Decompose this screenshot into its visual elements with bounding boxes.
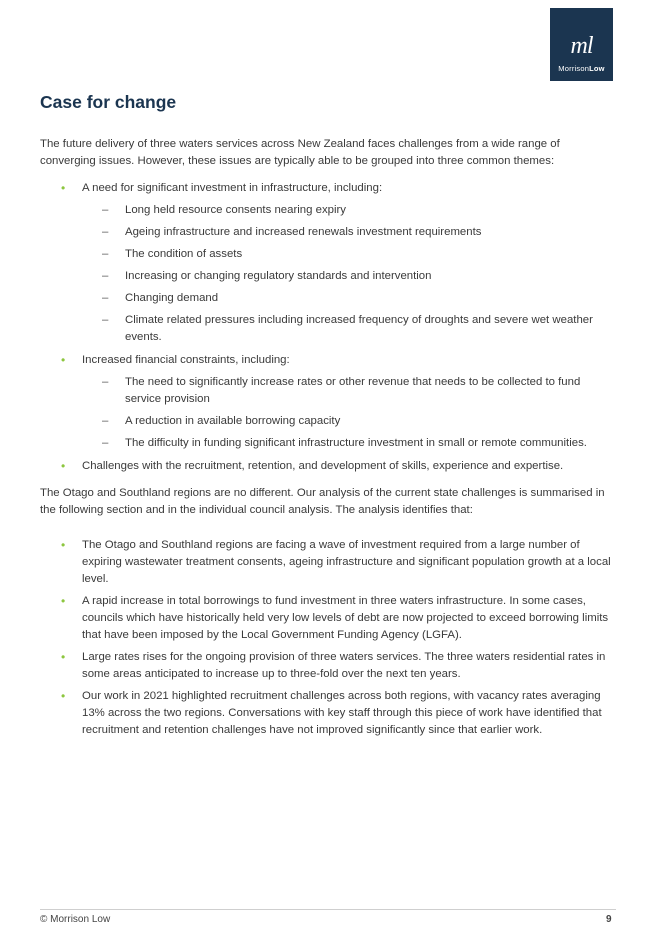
sub-list-item: – The condition of assets [82,246,616,263]
page-title: Case for change [40,92,177,112]
sub-list-item: – Increasing or changing regulatory standards and intervention [82,268,616,285]
sub-list-item: – Ageing infrastructure and increased renewals investment requirements [82,224,616,241]
logo-mark: ml [570,33,593,59]
regional-intro-paragraph: The Otago and Southland regions are no different. Our analysis of the current state challenges is summarised in the following section and in the individual council analysis. The analysis identifies that: [40,487,605,516]
footer-divider [40,909,616,910]
morrison-low-logo [550,8,613,81]
list-item: • Large rates rises for the ongoing provision of three waters services. The three waters residential rates in some areas anticipated to increase up to three-fold over the next ten years. [40,649,616,683]
sub-list [82,202,616,346]
findings-list [40,537,616,739]
list-item: • Challenges with the recruitment, retention, and development of skills, experience and expertise. [40,458,616,475]
list-item: • The Otago and Southland regions are facing a wave of investment required from a large number of expiring wastewater treatment consents, ageing infrastructure and significant population growth at a local level. [40,537,616,588]
logo-name: MorrisonLow [558,64,605,73]
sub-list-item: – Long held resource consents nearing expiry [82,202,616,219]
sub-list-item: – The difficulty in funding significant infrastructure investment in small or remote communities. [82,435,616,452]
sub-list [82,374,616,452]
list-item: • Our work in 2021 highlighted recruitment challenges across both regions, with vacancy rates averaging 13% across the two regions. Conversations with key staff through this piece of work have identified that recruitment and retention challenges have not improved significantly since that earlier work. [40,688,616,739]
page-content [40,136,616,744]
themes-list [40,180,616,475]
list-item: • Increased financial constraints, including: – The need to significantly increase rates or other revenue that needs to be collected to fund service provision – A reduction in available borrowing capacity – The difficulty in funding significant infrastructure investment in small or remote communities. [40,352,616,452]
sub-list-item: – Climate related pressures including increased frequency of droughts and severe wet weather events. [82,312,616,346]
sub-list-item: – The need to significantly increase rates or other revenue that needs to be collected to fund service provision [82,374,616,408]
sub-list-item: – A reduction in available borrowing capacity [82,413,616,430]
page-number: 9 [606,914,612,925]
intro-paragraph: The future delivery of three waters services across New Zealand faces challenges from a wide range of converging issues. However, these issues are typically able to be grouped into three common themes: [40,138,560,167]
list-item: • A need for significant investment in infrastructure, including: – Long held resource consents nearing expiry – Ageing infrastructure and increased renewals investment requirements – The condition of assets – Increasing or changing regulatory standards and intervention – Changing demand – Climate related pressures including increased frequency of droughts and severe wet weather events. [40,180,616,346]
footer-copyright: © Morrison Low [40,914,111,925]
list-item: • A rapid increase in total borrowings to fund investment in three waters infrastructure. In some cases, councils which have historically held very low levels of debt are now projected to exceed borrowing limits that have been imposed by the Local Government Funding Agency (LGFA). [40,593,616,644]
sub-list-item: – Changing demand [82,290,616,307]
